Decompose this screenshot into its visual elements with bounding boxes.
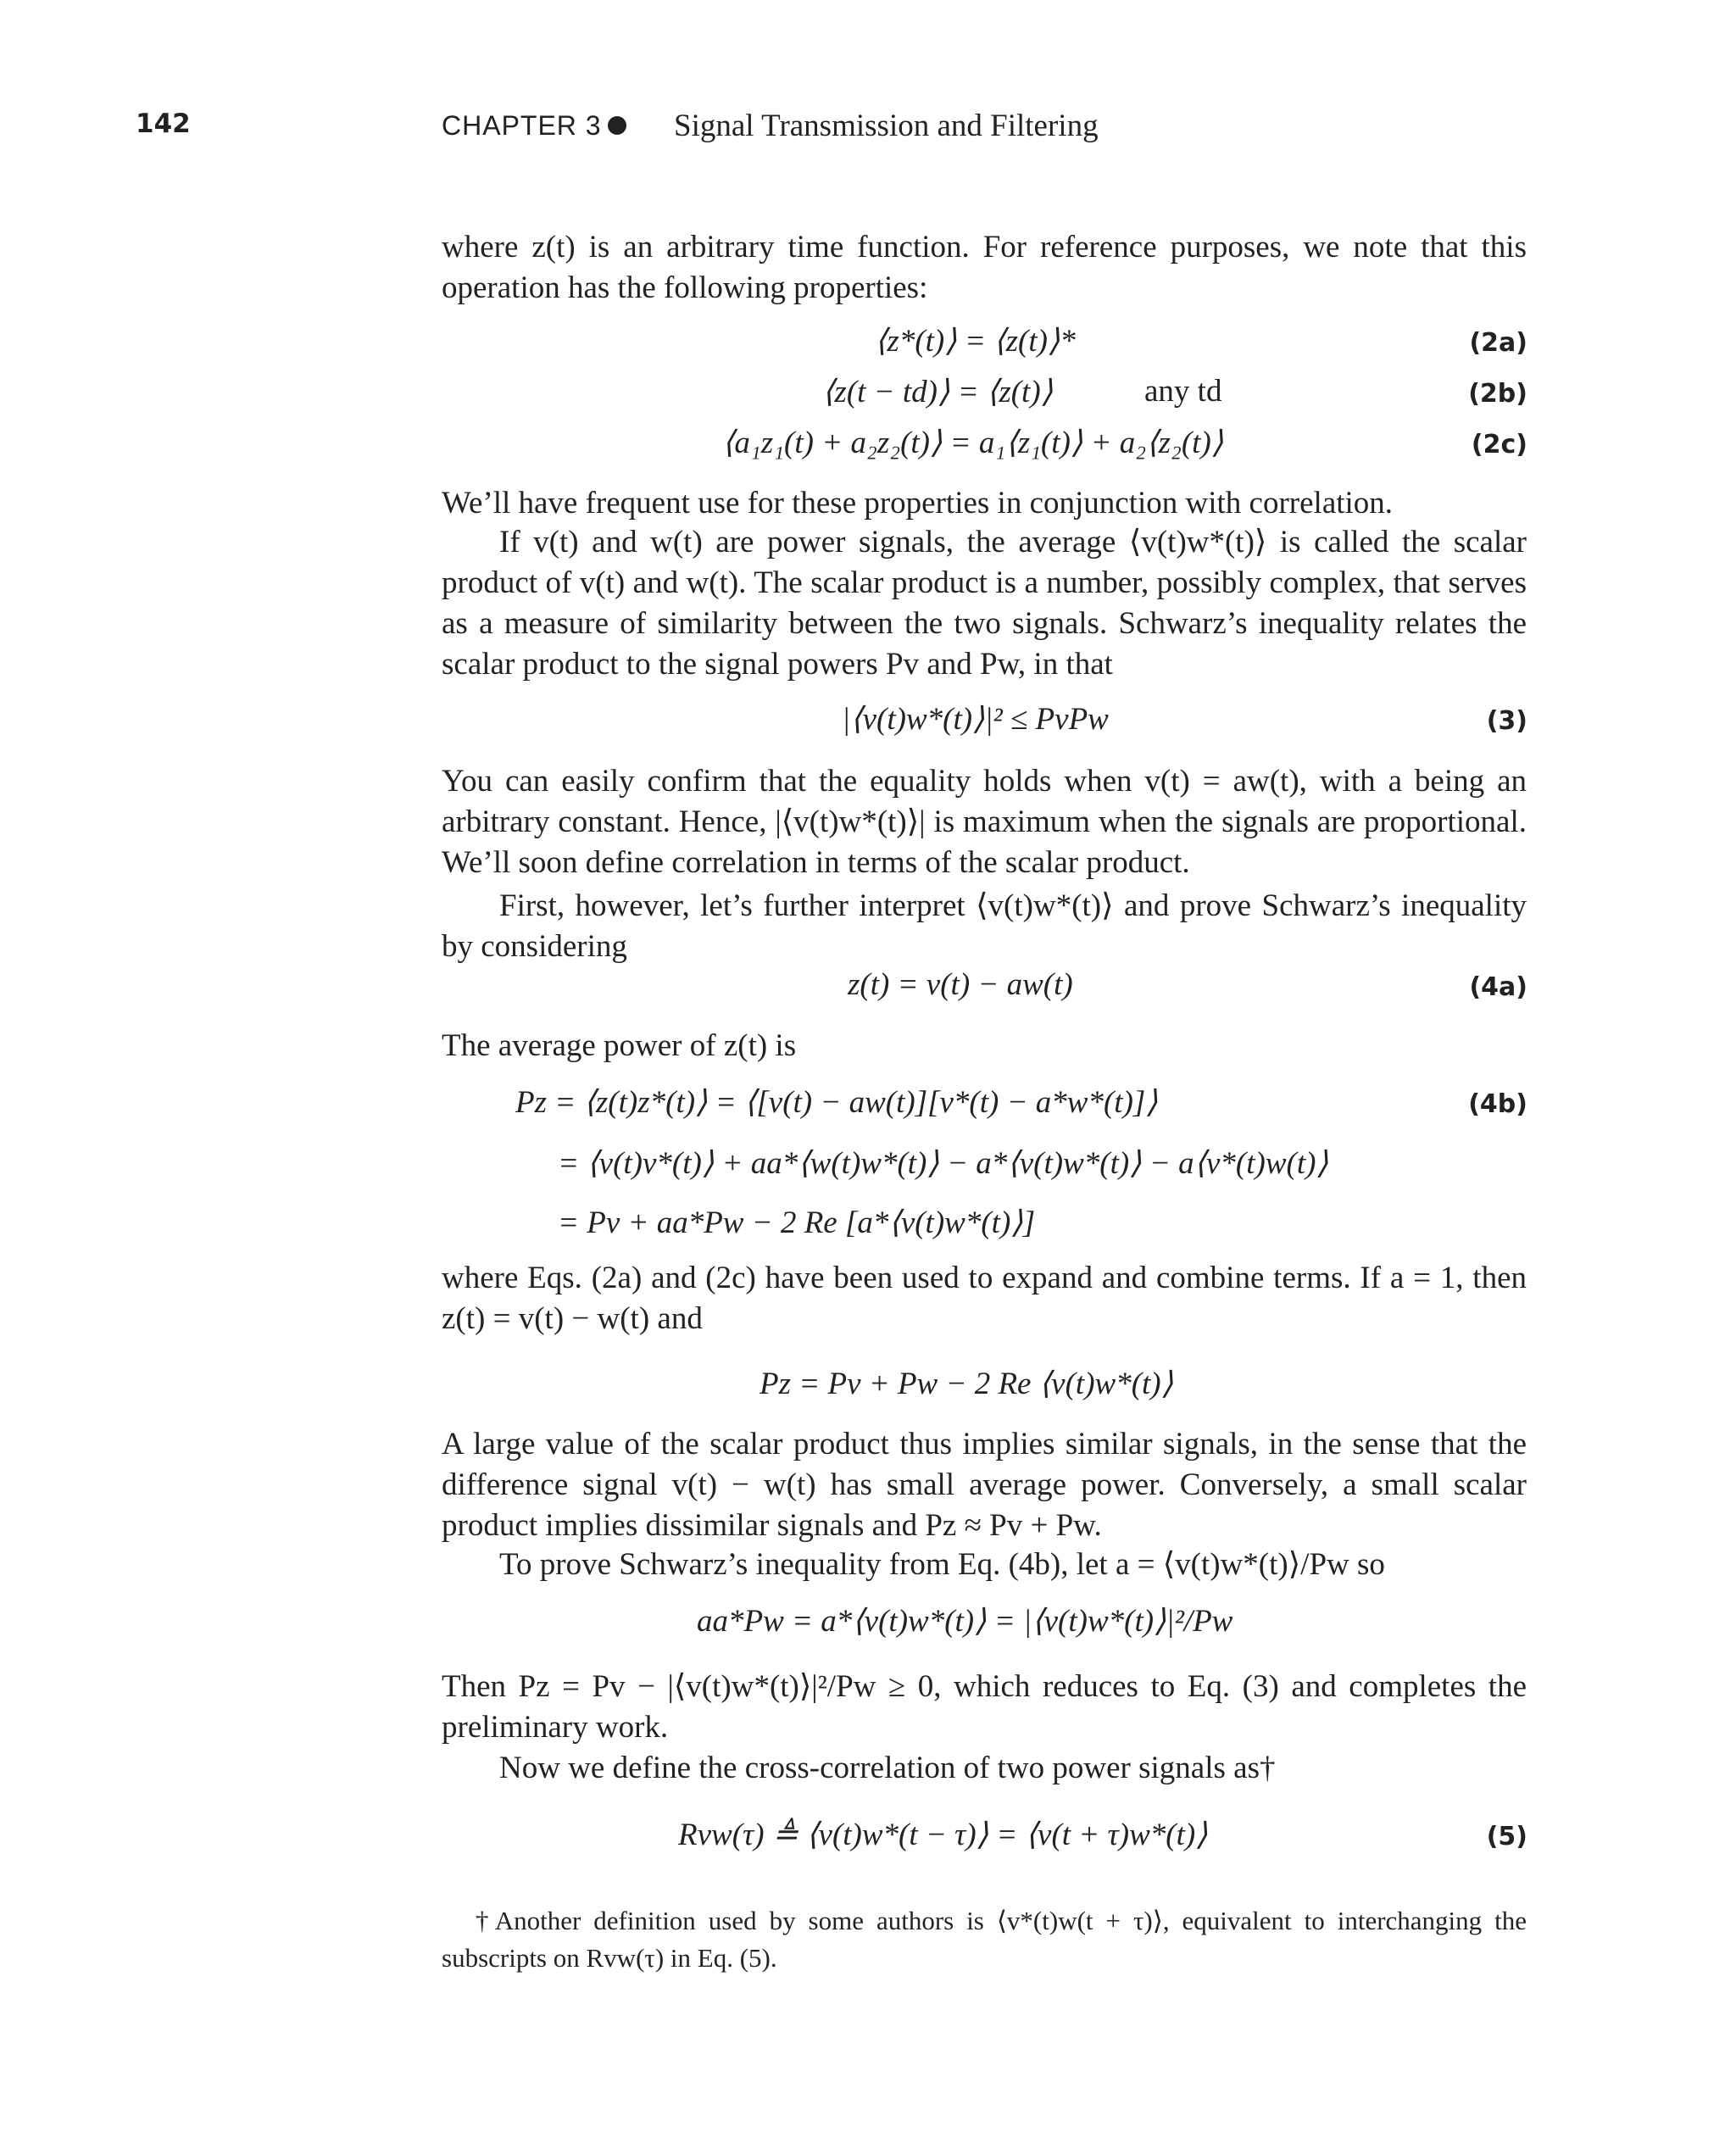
equation-number-4b: (4b) [1468, 1089, 1527, 1119]
equation-number-5: (5) [1486, 1822, 1527, 1851]
paragraph-average-power: The average power of z(t) is [442, 1028, 797, 1063]
equation-number-3: (3) [1486, 706, 1527, 736]
equation-number-2a: (2a) [1469, 328, 1527, 358]
paragraph-scalar-product: If v(t) and w(t) are power signals, the average ⟨v(t)w*(t)⟩ is called the scalar product of v(t) and w(t). The scalar product is a number, possibly complex, that serves as a measure of similarity between the two signals. Schwarz’s inequality relates the scalar product to the signal powers Pv and Pw, in that [442, 525, 1527, 682]
chapter-label: CHAPTER 3 [442, 110, 602, 141]
paragraph-large-value: A large value of the scalar product thus implies similar signals, in the sense that the difference signal v(t) − w(t) has small average power. Conversely, a small scalar product implies dissimilar signals and Pz ≈ Pv + Pw. [442, 1427, 1527, 1543]
bullet-separator [608, 116, 626, 135]
paragraph-interpret: First, however, let’s further interpret ⟨v(t)w*(t)⟩ and prove Schwarz’s inequality by considering [442, 888, 1527, 964]
equation-4b-line2: = ⟨v(t)v*(t)⟩ + aa*⟨w(t)w*(t)⟩ − a*⟨v(t)w*(t)⟩ − a⟨v*(t)w(t)⟩ [558, 1146, 1328, 1181]
paragraph-equality: You can easily confirm that the equality holds when v(t) = aw(t), with a being an arbitrary constant. Hence, |⟨v(t)w*(t)⟩| is maximum when the signals are proportional. We’ll soon define correlation in terms of the scalar product. [442, 764, 1527, 880]
equation-4b-line1: Pz = ⟨z(t)z*(t)⟩ = ⟨[v(t) − aw(t)][v*(t) − a*w*(t)]⟩ [515, 1085, 1158, 1120]
running-head-title: Signal Transmission and Filtering [674, 109, 1099, 143]
paragraph-prove: To prove Schwarz’s inequality from Eq. (4b), let a = ⟨v(t)w*(t)⟩/Pw so [499, 1547, 1385, 1582]
page-number: 142 [136, 109, 191, 139]
equation-3: |⟨v(t)w*(t)⟩|² ≤ PvPw [842, 702, 1109, 737]
paragraph-expand: where Eqs. (2a) and (2c) have been used to expand and combine terms. If a = 1, then z(t) = v(t) − w(t) and [442, 1261, 1527, 1336]
paragraph-properties-use: We’ll have frequent use for these properties in conjunction with correlation. [442, 486, 1394, 521]
footnote: †Another definition used by some authors is ⟨v*(t)w(t + τ)⟩, equivalent to interchanging the subscripts on Rvw(τ) in Eq. (5). [442, 1906, 1527, 1973]
paragraph-then: Then Pz = Pv − |⟨v(t)w*(t)⟩|²/Pw ≥ 0, which reduces to Eq. (3) and completes the preliminary work. [442, 1669, 1527, 1745]
equation-4b-line3: = Pv + aa*Pw − 2 Re [a*⟨v(t)w*(t)⟩] [558, 1205, 1036, 1240]
equation-aa: aa*Pw = a*⟨v(t)w*(t)⟩ = |⟨v(t)w*(t)⟩|²/Pw [697, 1604, 1233, 1639]
equation-2a: ⟨z*(t)⟩ = ⟨z(t)⟩* [875, 324, 1076, 359]
equation-number-2b: (2b) [1468, 379, 1527, 409]
equation-pz: Pz = Pv + Pw − 2 Re ⟨v(t)w*(t)⟩ [760, 1367, 1174, 1401]
equation-4a: z(t) = v(t) − aw(t) [848, 967, 1073, 1002]
equation-number-4a: (4a) [1469, 972, 1527, 1002]
equation-number-2c: (2c) [1471, 430, 1527, 459]
paragraph-cross-correlation: Now we define the cross-correlation of two power signals as† [499, 1751, 1276, 1785]
equation-2c: ⟨a₁z₁(t) + a₂z₂(t)⟩ = a₁⟨z₁(t)⟩ + a₂⟨z₂(t)⟩ [722, 426, 1224, 460]
equation-2b: ⟨z(t − td)⟩ = ⟨z(t)⟩ [822, 375, 1054, 409]
equation-2b-condition: any td [1144, 374, 1222, 409]
paragraph-intro: where z(t) is an arbitrary time function. For reference purposes, we note that this operation has the following properties: [442, 230, 1527, 305]
equation-5: Rvw(τ) ≜ ⟨v(t)w*(t − τ)⟩ = ⟨v(t + τ)w*(t)⟩ [678, 1818, 1208, 1852]
